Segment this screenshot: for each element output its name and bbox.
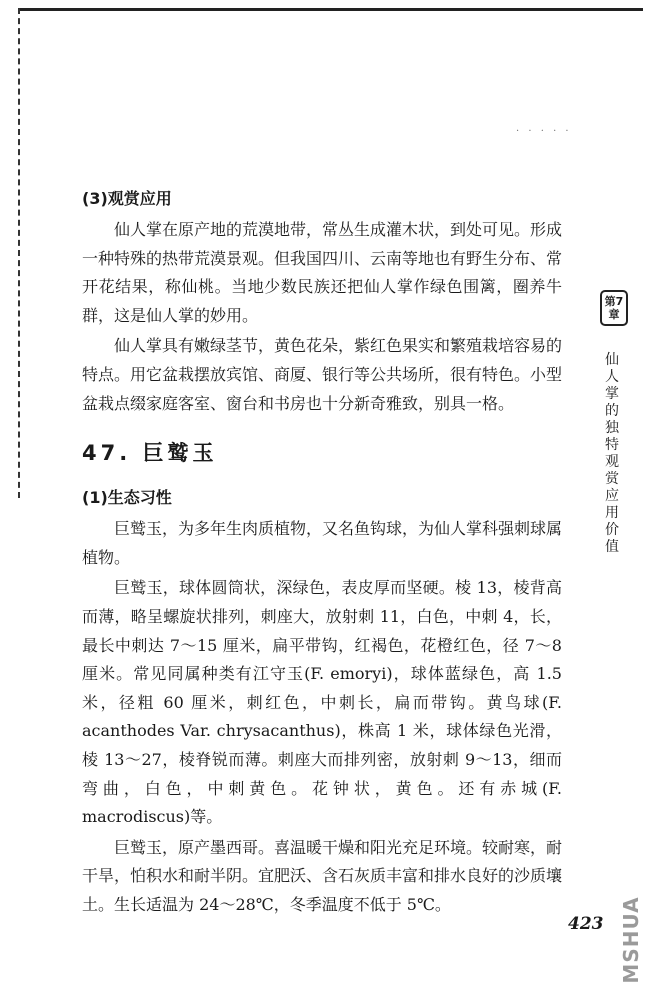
section-47-paragraph-2: 巨鹫玉，球体圆筒状，深绿色，表皮厚而坚硬。棱 13，棱背高而薄，略呈螺旋状排列，刺座大，放射刺 11，白色，中刺 4，长，最长中刺达 7～15 厘米，扁平带钩，红褐色，花橙红色，径 7～8 厘米。常见同属种类有江守玉(F. emoryi)，球体蓝绿色，高 1.5 米，径粗 60 厘米，刺红色，中刺长，扁而带钩。黄鸟球(F. acanthodes Var. chrysacanthus)，株高 1 米，球体绿色光滑，棱 13～27，棱脊锐而薄。刺座大而排列密，放射刺 9～13，细而弯曲，白色，中刺黄色。花钟状，黄色。还有赤城(F. macrodiscus)等。 bbox=[82, 578, 562, 827]
section-47-heading: 47. 巨鹫玉 bbox=[82, 441, 218, 466]
watermark-text: MSHUA bbox=[619, 896, 643, 984]
watermark bbox=[620, 890, 642, 990]
chapter-title: 仙人掌的独特观赏应用价值 bbox=[605, 352, 619, 555]
scan-specks: · · · · · bbox=[516, 126, 572, 137]
top-rule bbox=[18, 8, 643, 11]
section-47-paragraph-1: 巨鹫玉，为多年生肉质植物，又名鱼钩球，为仙人掌科强刺球属植物。 bbox=[82, 519, 563, 567]
section-3-paragraph-1: 仙人掌在原产地的荒漠地带，常丛生成灌木状，到处可见。形成一种特殊的热带荒漠景观。但我国四川、云南等地也有野生分布、常开花结果，称仙桃。当地少数民族还把仙人掌作绿色围篱，圈养牛群，这是仙人掌的妙用。 bbox=[82, 220, 563, 325]
page-body bbox=[82, 185, 562, 921]
page-number: 423 bbox=[568, 914, 604, 934]
section-3-paragraph-2: 仙人掌具有嫩绿茎节，黄色花朵，紫红色果实和繁殖栽培容易的特点。用它盆栽摆放宾馆、商厦、银行等公共场所，很有特色。小型盆栽点缀家庭客室、窗台和书房也十分新奇雅致，别具一格。 bbox=[82, 336, 563, 413]
section-47-sub-heading: (1)生态习性 bbox=[82, 488, 172, 508]
chapter-tab: 第7章 bbox=[600, 290, 628, 326]
left-margin-rule bbox=[18, 8, 20, 498]
section-3-heading: (3)观赏应用 bbox=[82, 189, 172, 208]
section-47-paragraph-3: 巨鹫玉，原产墨西哥。喜温暖干燥和阳光充足环境。较耐寒，耐干旱，怕积水和耐半阴。宜肥沃、含石灰质丰富和排水良好的沙质壤土。生长适温为 24～28℃，冬季温度不低于 5℃。 bbox=[82, 837, 563, 914]
